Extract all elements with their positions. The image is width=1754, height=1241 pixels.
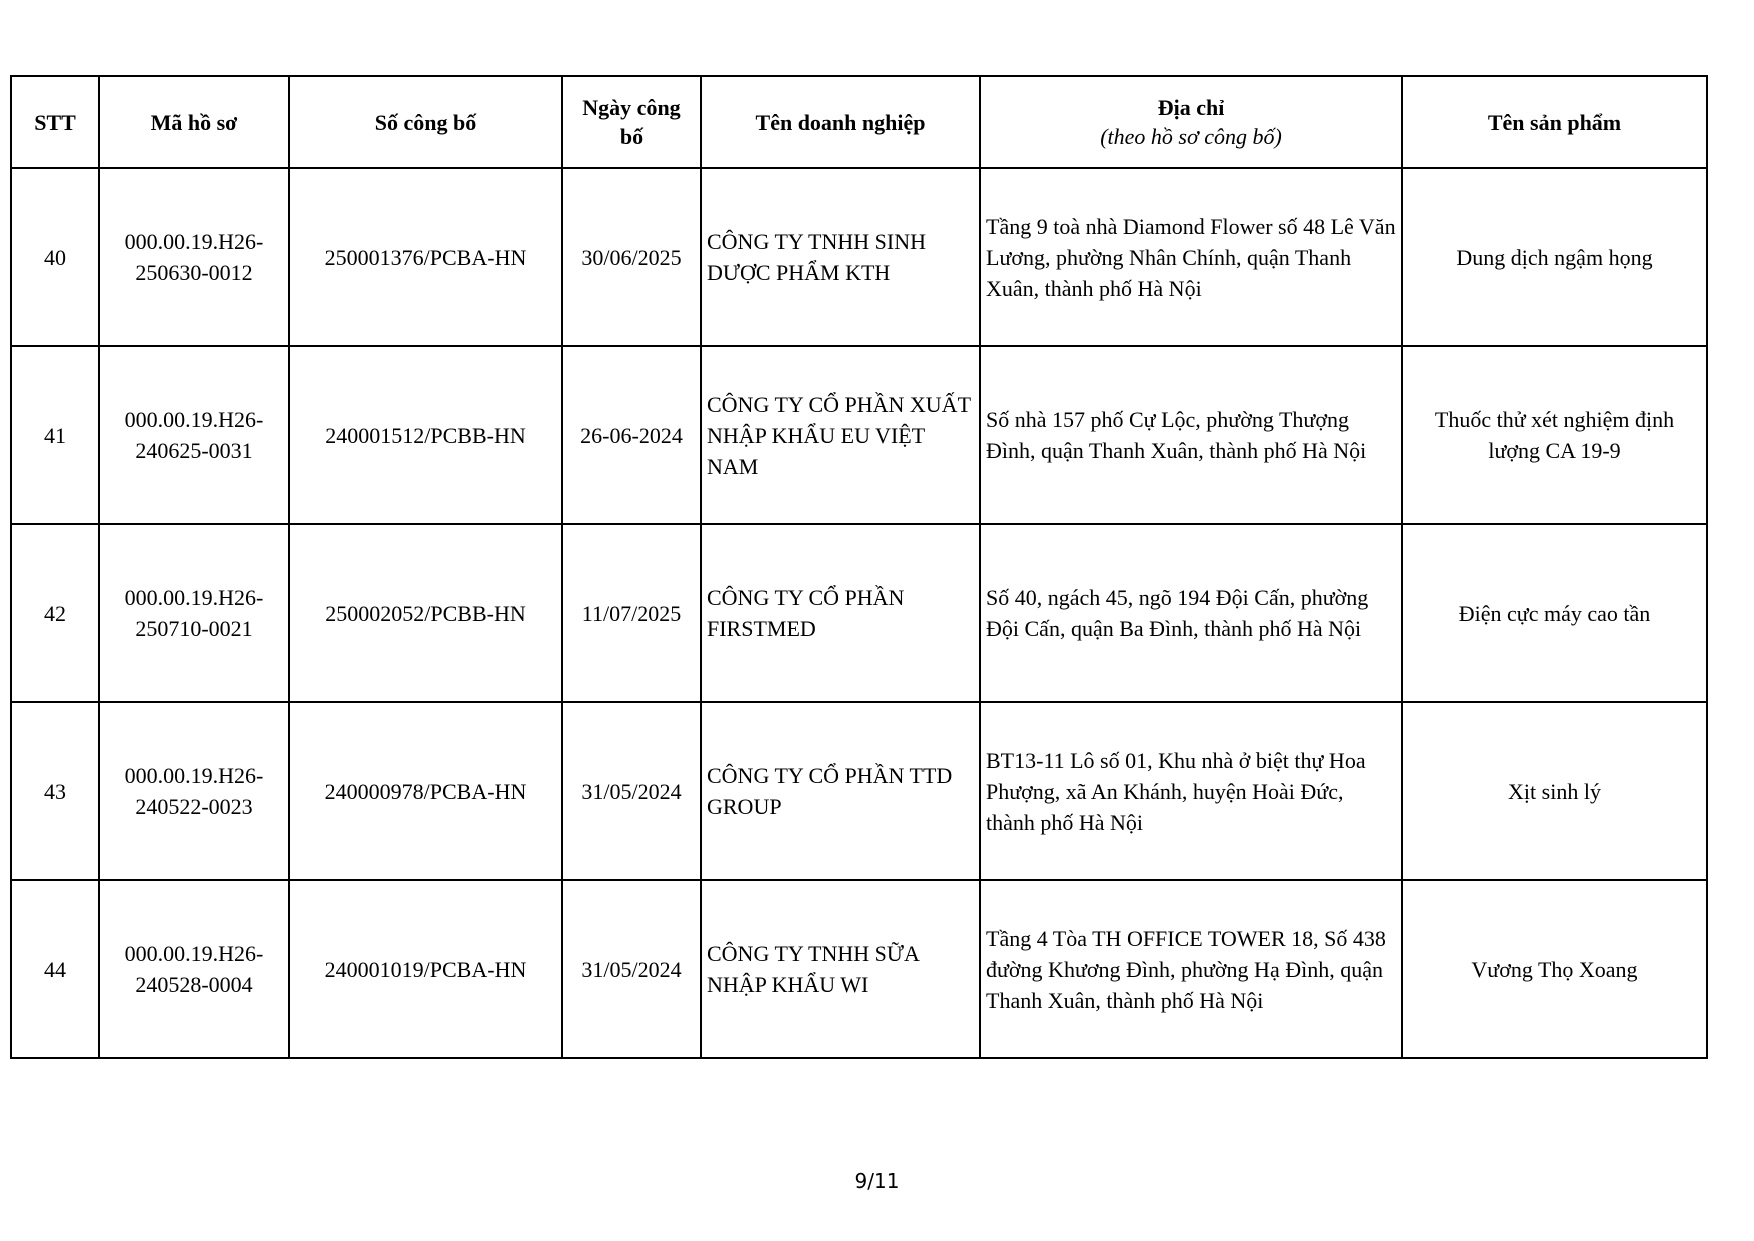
cell-ma-ho-so: 000.00.19.H26-250630-0012 bbox=[99, 168, 289, 346]
table-row bbox=[11, 168, 1707, 346]
cell-ten-doanh-nghiep: CÔNG TY CỔ PHẦN TTD GROUP bbox=[701, 702, 980, 880]
cell-ma-ho-so: 000.00.19.H26-240528-0004 bbox=[99, 880, 289, 1058]
cell-ma-ho-so: 000.00.19.H26-240522-0023 bbox=[99, 702, 289, 880]
cell-ten-san-pham: Vương Thọ Xoang bbox=[1402, 880, 1707, 1058]
cell-so-cong-bo: 240001019/PCBA-HN bbox=[289, 880, 562, 1058]
table-row bbox=[11, 880, 1707, 1058]
cell-dia-chi: BT13-11 Lô số 01, Khu nhà ở biệt thự Hoa Phượng, xã An Khánh, huyện Hoài Đức, thành phố Hà Nội bbox=[980, 702, 1402, 880]
header-ten-san-pham: Tên sản phẩm bbox=[1402, 76, 1707, 168]
cell-ngay-cong-bo: 31/05/2024 bbox=[562, 880, 701, 1058]
cell-stt: 40 bbox=[11, 168, 99, 346]
cell-ten-san-pham: Dung dịch ngậm họng bbox=[1402, 168, 1707, 346]
cell-dia-chi: Tầng 4 Tòa TH OFFICE TOWER 18, Số 438 đường Khương Đình, phường Hạ Đình, quận Thanh Xuân, thành phố Hà Nội bbox=[980, 880, 1402, 1058]
header-ngay-cong-bo: Ngày công bố bbox=[562, 76, 701, 168]
cell-ma-ho-so: 000.00.19.H26-240625-0031 bbox=[99, 346, 289, 524]
header-dia-chi-title: Địa chỉ bbox=[1157, 95, 1225, 120]
cell-stt: 44 bbox=[11, 880, 99, 1058]
product-declaration-table bbox=[10, 75, 1708, 1059]
table-row bbox=[11, 702, 1707, 880]
cell-ten-san-pham: Xịt sinh lý bbox=[1402, 702, 1707, 880]
header-so-cong-bo: Số công bố bbox=[289, 76, 562, 168]
cell-stt: 43 bbox=[11, 702, 99, 880]
table-row bbox=[11, 524, 1707, 702]
header-stt: STT bbox=[11, 76, 99, 168]
header-ten-doanh-nghiep: Tên doanh nghiệp bbox=[701, 76, 980, 168]
header-dia-chi bbox=[980, 76, 1402, 168]
cell-so-cong-bo: 240000978/PCBA-HN bbox=[289, 702, 562, 880]
header-row bbox=[11, 76, 1707, 168]
cell-ngay-cong-bo: 11/07/2025 bbox=[562, 524, 701, 702]
cell-ten-doanh-nghiep: CÔNG TY TNHH SỮA NHẬP KHẨU WI bbox=[701, 880, 980, 1058]
header-ma-ho-so: Mã hồ sơ bbox=[99, 76, 289, 168]
cell-so-cong-bo: 250002052/PCBB-HN bbox=[289, 524, 562, 702]
cell-ten-doanh-nghiep: CÔNG TY TNHH SINH DƯỢC PHẨM KTH bbox=[701, 168, 980, 346]
cell-so-cong-bo: 240001512/PCBB-HN bbox=[289, 346, 562, 524]
cell-stt: 41 bbox=[11, 346, 99, 524]
cell-dia-chi: Số 40, ngách 45, ngõ 194 Đội Cấn, phường Đội Cấn, quận Ba Đình, thành phố Hà Nội bbox=[980, 524, 1402, 702]
cell-ten-doanh-nghiep: CÔNG TY CỔ PHẦN FIRSTMED bbox=[701, 524, 980, 702]
table-header bbox=[11, 76, 1707, 168]
cell-ten-doanh-nghiep: CÔNG TY CỔ PHẦN XUẤT NHẬP KHẨU EU VIỆT NAM bbox=[701, 346, 980, 524]
cell-dia-chi: Tầng 9 toà nhà Diamond Flower số 48 Lê Văn Lương, phường Nhân Chính, quận Thanh Xuân, thành phố Hà Nội bbox=[980, 168, 1402, 346]
cell-ten-san-pham: Thuốc thử xét nghiệm định lượng CA 19-9 bbox=[1402, 346, 1707, 524]
cell-dia-chi: Số nhà 157 phố Cự Lộc, phường Thượng Đình, quận Thanh Xuân, thành phố Hà Nội bbox=[980, 346, 1402, 524]
cell-ten-san-pham: Điện cực máy cao tần bbox=[1402, 524, 1707, 702]
table-body bbox=[11, 168, 1707, 1058]
cell-ngay-cong-bo: 26-06-2024 bbox=[562, 346, 701, 524]
cell-ngay-cong-bo: 31/05/2024 bbox=[562, 702, 701, 880]
page-number: 9/11 bbox=[854, 1169, 900, 1193]
cell-stt: 42 bbox=[11, 524, 99, 702]
cell-ngay-cong-bo: 30/06/2025 bbox=[562, 168, 701, 346]
cell-ma-ho-so: 000.00.19.H26-250710-0021 bbox=[99, 524, 289, 702]
table-row bbox=[11, 346, 1707, 524]
cell-so-cong-bo: 250001376/PCBA-HN bbox=[289, 168, 562, 346]
header-dia-chi-note: (theo hồ sơ công bố) bbox=[1100, 124, 1282, 149]
